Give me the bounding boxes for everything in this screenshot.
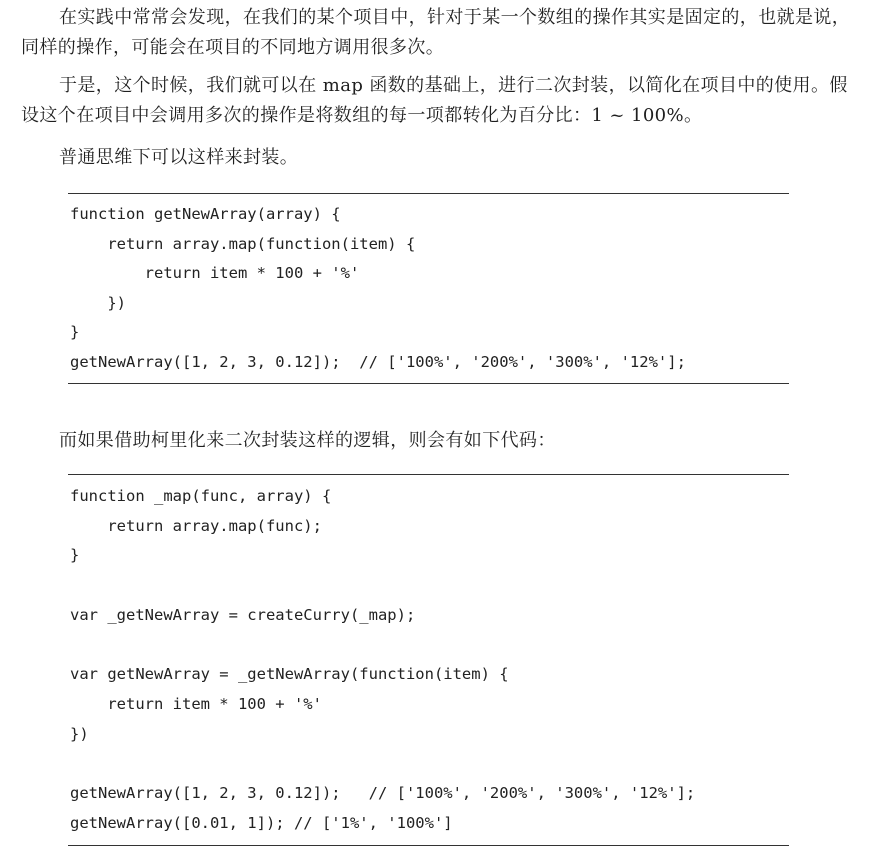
intro-paragraph: 在实践中常常会发现，在我们的某个项目中，针对于某一个数组的操作其实是固定的，也就是说，同样的操作，可能会在项目的不同地方调用很多次。	[21, 7, 851, 58]
code-line: return item * 100 + '%'	[70, 694, 322, 713]
code-line: return array.map(func);	[70, 516, 322, 535]
code-block-2	[70, 482, 695, 838]
code-block-1	[70, 200, 686, 377]
code-line: function getNewArray(array) {	[70, 205, 341, 223]
code-block-1-bottom-rule	[68, 383, 789, 384]
curry-approach-paragraph: 而如果借助柯里化来二次封装这样的逻辑，则会有如下代码：	[59, 430, 556, 451]
code-line: var getNewArray = _getNewArray(function(item) {	[70, 665, 509, 684]
code-line: }	[70, 323, 80, 341]
code-line: getNewArray([1, 2, 3, 0.12]); // ['100%', '200%', '300%', '12%'];	[70, 783, 696, 802]
code-line	[70, 630, 695, 660]
code-line: return array.map(function(item) {	[70, 234, 416, 253]
map-wrapper-paragraph: 于是，这个时候，我们就可以在 map 函数的基础上，进行二次封装，以简化在项目中的使用。假设这个在项目中会调用多次的操作是将数组的每一项都转化为百分比：1 ~ 100%。	[21, 75, 848, 126]
code-block-1-top-rule	[68, 193, 789, 194]
code-line: getNewArray([1, 2, 3, 0.12]); // ['100%', '200%', '300%', '12%'];	[70, 352, 686, 371]
code-line	[70, 749, 695, 779]
code-line: var _getNewArray = createCurry(_map);	[70, 605, 416, 624]
code-block-2-bottom-rule	[68, 845, 789, 846]
plain-approach-paragraph: 普通思维下可以这样来封装。	[59, 147, 299, 168]
code-line: return item * 100 + '%'	[70, 264, 360, 282]
code-line	[70, 571, 695, 601]
code-line: }	[70, 546, 80, 565]
code-block-2-top-rule	[68, 474, 789, 475]
code-line: function _map(func, array) {	[70, 487, 332, 505]
code-line: })	[70, 293, 126, 312]
code-line: getNewArray([0.01, 1]); // ['1%', '100%']	[70, 813, 453, 832]
code-line: })	[70, 724, 89, 743]
